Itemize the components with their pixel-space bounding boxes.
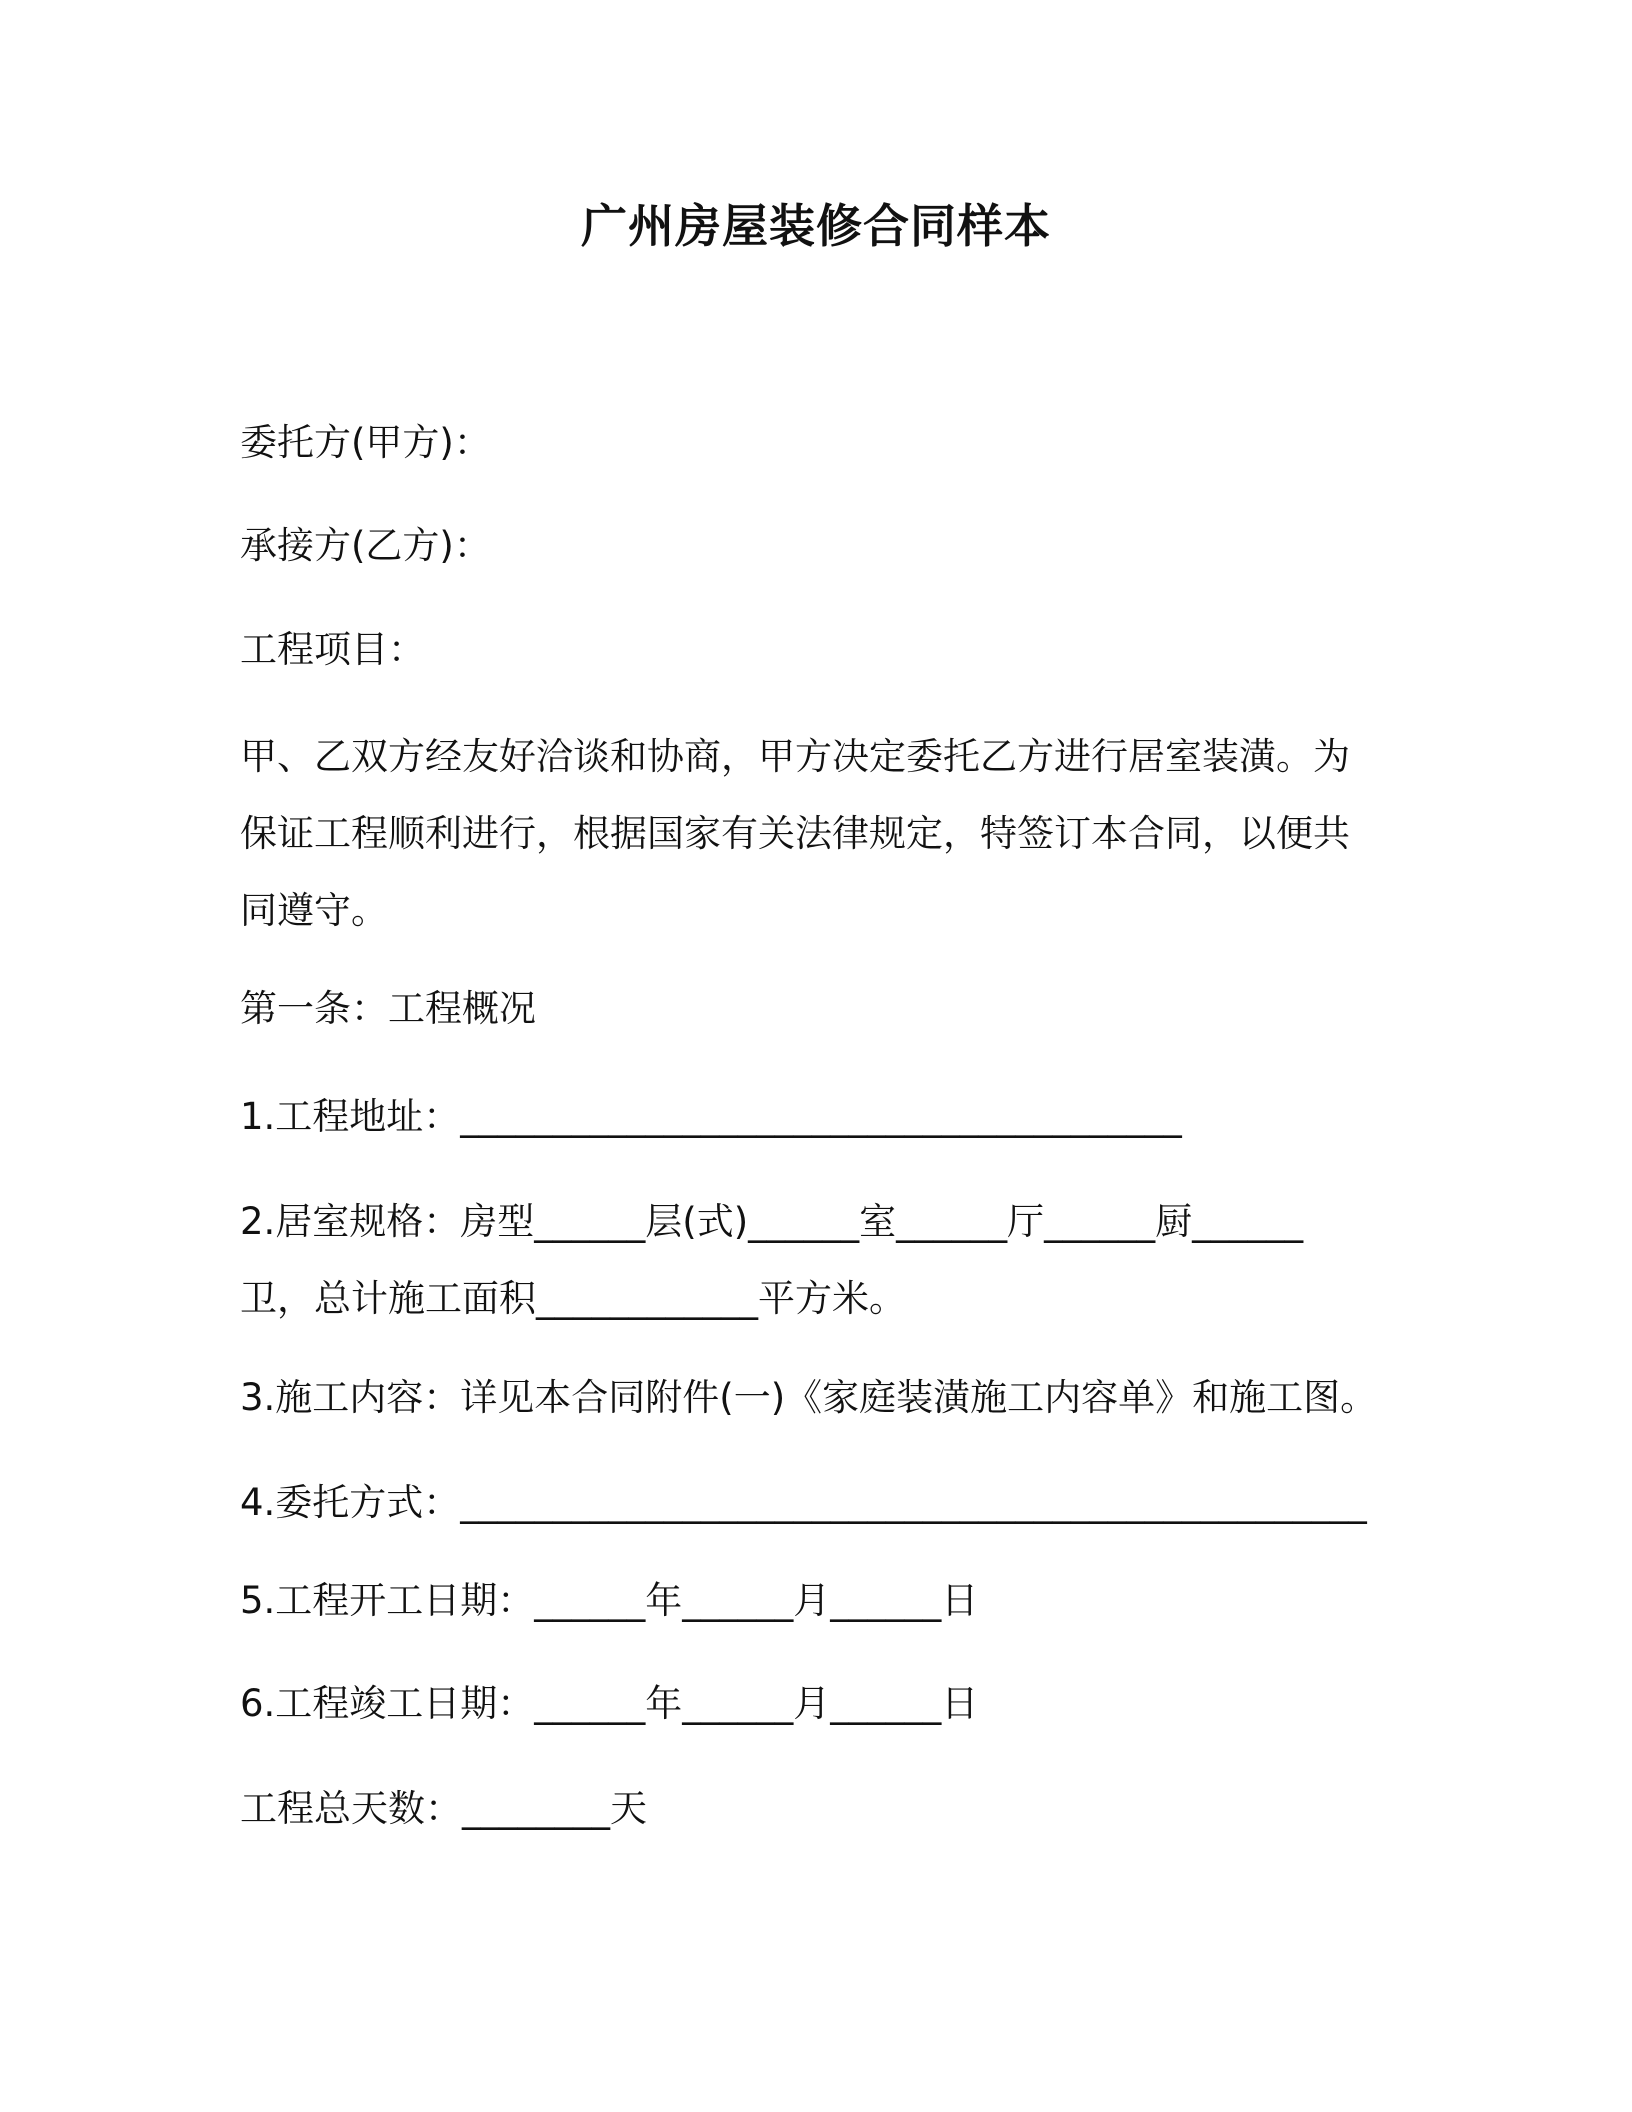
item-2-paragraph [240,1183,1370,1337]
total-days-line: 工程总天数：________天 [240,1787,647,1830]
intro-line-1: 甲、乙双方经友好洽谈和协商，甲方决定委托乙方进行居室装潢。为 [240,735,1350,778]
item-2-line-1: 2.居室规格：房型______层(式)______室______厅______厨______ [240,1200,1304,1243]
document-title: 广州房屋装修合同样本 [581,199,1051,253]
party-b-line: 承接方(乙方)： [240,524,491,567]
item-3-content: 3.施工内容：详见本合同附件(一)《家庭装潢施工内容单》和施工图。 [240,1376,1378,1419]
item-6-end-date: 6.工程竣工日期：______年______月______日 [240,1682,979,1725]
intro-paragraph [240,718,1370,949]
project-line: 工程项目： [240,628,425,671]
intro-line-2: 保证工程顺利进行，根据国家有关法律规定，特签订本合同，以便共 [240,812,1350,855]
item-5-start-date: 5.工程开工日期：______年______月______日 [240,1579,979,1622]
item-1-address: 1.工程地址：_______________________________________ [240,1095,1182,1138]
item-2-line-2: 卫，总计施工面积____________平方米。 [240,1277,906,1320]
article-1-heading: 第一条：工程概况 [240,987,536,1030]
item-4-method: 4.委托方式：_________________________________________________ [240,1481,1367,1524]
intro-line-3: 同遵守。 [240,889,388,932]
party-a-line: 委托方(甲方)： [240,421,491,464]
